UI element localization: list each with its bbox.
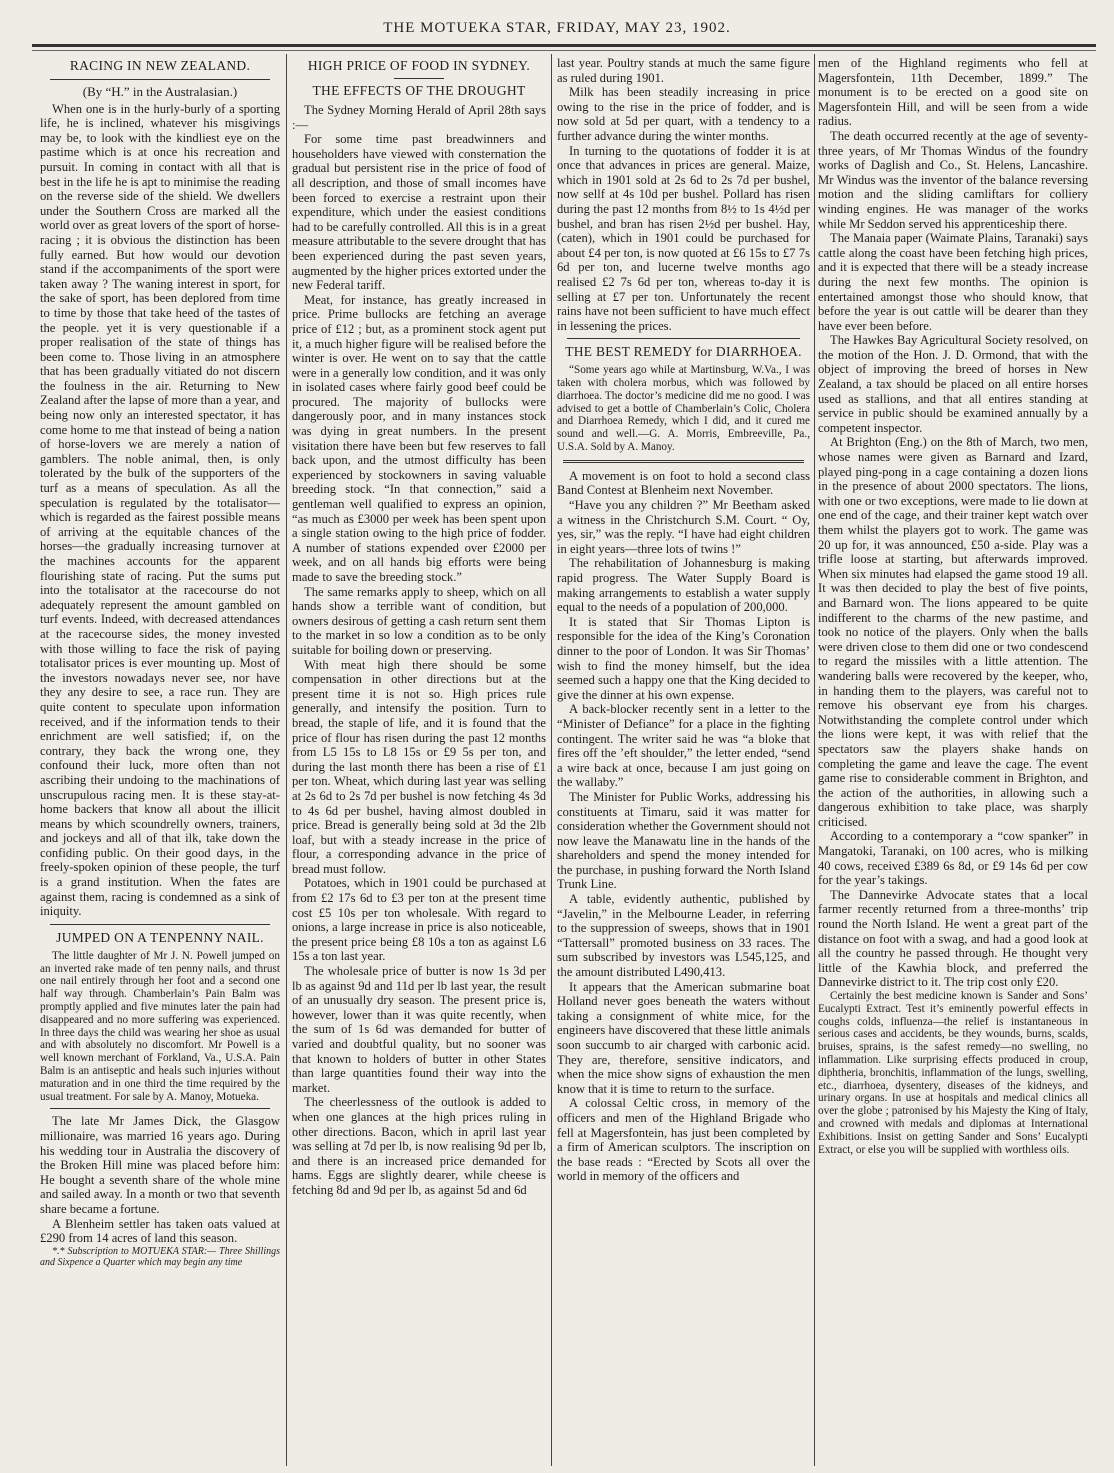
article-paragraph: The Manaia paper (Waimate Plains, Taranaki) says cattle along the coast have been fetching high prices, and it is expected that there will be a steady increase during the next few months. The opinion is entertained amongst those who should know, that before the year is out cattle will be dearer than they have ever been before. — [818, 231, 1088, 333]
advert-paragraph: Certainly the best medicine known is Sander and Sons’ Eucalypti Extract. Test it’s eminently powerful effects in coughs colds, influenza—the relief is instantaneous in serious cases and accidents, be they wounds, burns, scalds, bruises, sprains, is the safest remedy—no swelling, no inflammation. Like surprising effects produced in croup, diphtheria, bronchitis, inflammation of the lungs, swelling, etc., diarrhoea, dysentery, diseases of the kidneys, and urinary organs. In use at hospitals and medical clinics all over the globe ; patronised by his Majesty the King of Italy, and crowned with medals and diplomas at International Exhibitions. Insist on getting Sander and Sons’ Eucalypti Extract, or else you will be supplied with worthless oils. — [818, 990, 1088, 1156]
article-paragraph: A table, evidently authentic, published by “Javelin,” in the Melbourne Leader, in referring to the suppression of sweeps, shows that in 1901 “Tattersall” promoted business on 33 races. The sum subscribed by investors was L545,125, and the amount distributed L490,413. — [557, 892, 810, 980]
advert-paragraph: “Some years ago while at Martinsburg, W.Va., I was taken with cholera morbus, which was followed by diarrhoea. The doctor’s medicine did me no good. I was advised to get a bottle of Chamberlain’s Colic, Cholera and Diarrhoea Remedy, which I did, and it cured me sound and well.—G. A. Morris, Embreeville, Pa., U.S.A. Sold by A. Manoy. — [557, 364, 810, 454]
article-paragraph: The late Mr James Dick, the Glasgow millionaire, was married 16 years ago. During his wedding tour in Australia the discovery of the Broken Hill mine was placed before him: He bought a seventh share of the whole mine and sailed away. In a month or two that seventh share became a fortune. — [40, 1114, 280, 1216]
byline: (By “H.” in the Australasian.) — [82, 84, 238, 99]
headline-nail: JUMPED ON A TENPENNY NAIL. — [56, 929, 264, 945]
article-paragraph: Meat, for instance, has greatly increased in price. Prime bullocks are fetching an average price of £12 ; but, as a prominent stock agent put it, a much higher figure will be realised before the winter is over. He went on to say that the cattle were in a generally low condition, and it was only in isolated cases where fairly good beef could be procured. The majority of bullocks were dangerously poor, and in many instances stock was dying in great numbers. In the present visitation there have been but few reserves to fall back upon, and the utmost difficulty has been experienced by stockowners in saving valuable breeding stock. “In that connection,” said a gentleman well qualified to express an opinion, “as much as £3000 per week has been spent upon a single station owing to the high price of fodder. A number of stations expended over £2000 per week, and on all hands big efforts were being made to save the breeding stock.” — [292, 292, 546, 584]
article-paragraph: In turning to the quotations of fodder it is at once that advances in prices are general. Maize, which in 1901 sold at 2s 6d to 2s 7d per bushel, now sellf at 4s 10d per bushel. Pollard has risen during the past 12 months from 8½ to 1s 4½d per bushel, and bran has risen 2½d per bushel. Hay, (caten), which in 1901 could be purchased for about £4 per ton, is now quoted at £6 15s to £7 7s 6d per ton, and lucerne twelve months ago realised £2 7s 6d per ton, whereas to-day it is selling at £7 per ton. Unfortunately the recent rains have not been sufficient to have much effect in lessening the prices. — [557, 143, 810, 333]
column-divider — [551, 54, 552, 1466]
article-paragraph: A Blenheim settler has taken oats valued at £290 from 14 acres of land this season. — [40, 1216, 280, 1246]
article-paragraph: The wholesale price of butter is now 1s 3d per lb as against 9d and 11d per lb last year, the result of an unusually dry season. The present price is, however, lower than it was quite recently, when the sum of 1s 6d was demanded for butter of varied and doubtful quality, but no sooner was that known to holders of butter in other States than large quantities found their way into the market. — [292, 964, 546, 1095]
article-paragraph: The Hawkes Bay Agricultural Society resolved, on the motion of the Hon. J. D. Ormond, that with the object of improving the breed of horses in New Zealand, a tax should be placed on all entire horses used as stallions, and that all entires standing at service in public should be examined annually by a competent inspector. — [818, 333, 1088, 435]
column-divider — [286, 54, 287, 1466]
subscription-note: *.* Subscription to MOTUEKA STAR:— Three Shillings and Sixpence a Quarter which may begin any time — [40, 1245, 280, 1269]
article-paragraph: The rehabilitation of Johannesburg is making rapid progress. The Water Supply Board is making arrangements to establish a water supply equal to the needs of a population of 200,000. — [557, 556, 810, 615]
masthead-rule — [32, 44, 1096, 47]
article-paragraph: men of the Highland regiments who fell at Magersfontein, 11th December, 1899.” The monument is to be erected on a good site on Magersfontein Hill, and will be seen from a wide radius. — [818, 56, 1088, 129]
article-paragraph: At Brighton (Eng.) on the 8th of March, two men, whose names were given as Barnard and Izard, played ping-pong in a cage containing a dozen lions in the presence of about 2000 spectators. The lions, with one or two exceptions, were made to lie down at one end of the cage, and their trainer kept watch over them whilst the players got to work. The game was 20 up for, it was announced, £50 a-side. Play was a trifle loose at starting, but afterwards improved. When six minutes had elapsed the game stood 19 all. It was then decided to play the best of five points, and Barnard won. The lions appeared to be quite indifferent to the charms of the new pastime, and took no notice of the players. Only when the balls were driven close to them did one or two condescend to regard the missiles with a little attention. The wandering balls were recovered by the keeper, who, in handing them to the players, was careful not to remove his observant eye from his charges. Notwithstanding the complete control under which the lions were kept, it was with relief that the spectators saw the players shake hands on completing the game and leave the cage. The event game rise to considerable comment in Brighton, and the action of the authorities, in allowing such a dangerous exhibition to take place, was sharply criticised. — [818, 435, 1088, 829]
article-paragraph: Milk has been steadily increasing in price owing to the rise in the price of fodder, and is now sold at 5d per quart, with a tendency to a further advance during the winter months. — [557, 85, 810, 143]
headline-racing: RACING IN NEW ZEALAND. — [69, 58, 251, 73]
article-paragraph: “Have you any children ?” Mr Beetham asked a witness in the Christchurch S.M. Court. “ Oy, yes, sir,” was the reply. “I have had eight children in eight years—three lots of twins !” — [557, 498, 810, 556]
column-divider — [814, 54, 815, 1466]
article-paragraph: According to a contemporary a “cow spanker” in Mangatoki, Taranaki, on 100 acres, who is milking 40 cows, received £389 6s 8d, or £9 14s 6d per cow for the year’s takings. — [818, 829, 1088, 888]
article-paragraph: Potatoes, which in 1901 could be purchased at from £2 17s 6d to £3 per ton at the present time cost £5 10s per ton wholesale. With regard to onions, a large increase in price is also noticeable, the present price being £8 10s a ton as against L6 15s a ton last year. — [292, 876, 546, 964]
masthead: THE MOTUEKA STAR, FRIDAY, MAY 23, 1902. — [383, 20, 731, 36]
article-paragraph: last year. Poultry stands at much the same figure as ruled during 1901. — [557, 56, 810, 85]
masthead-rule-thin — [32, 50, 1096, 51]
headline-drought: THE EFFECTS OF THE DROUGHT — [312, 83, 526, 98]
headline-remedy: THE BEST REMEDY for DIARRHOEA. — [565, 344, 802, 360]
article-paragraph: It is stated that Sir Thomas Lipton is responsible for the idea of the King’s Coronation dinner to the poor of London. It was Sir Thomas’ wish to find the money himself, but the idea seemed such a happy one that the King decided to give the dinner at his own expense. — [557, 614, 810, 702]
article-paragraph: The same remarks apply to sheep, which on all hands show a terrible want of condition, but owners desirous of getting a cash return sent them to the market in so low a condition as to be only suitable for boiling down or preserving. — [292, 584, 546, 657]
article-paragraph: A movement is on foot to hold a second class Band Contest at Blenheim next November. — [557, 468, 810, 498]
article-paragraph: For some time past breadwinners and householders have viewed with consternation the gradual but persistent rise in the price of food of all description, and those of small incomes have been forced to exercise a restraint upon their expenditure, which under the easiest conditions had to be carefully controlled. All this is in a great measure attributable to the severe drought that has been experienced during the past seven years, augmented by the higher prices extorted under the new Federal tariff. — [292, 132, 546, 293]
article-paragraph: A colossal Celtic cross, in memory of the officers and men of the Highland Brigade who fell at Magersfontein, has just been completed by a firm of American sculptors. The inscription on the base reads : “Erected by Scots all over the world in memory of the officers and — [557, 1096, 810, 1184]
column-1 — [40, 56, 280, 1466]
article-paragraph: The Minister for Public Works, addressing his constituents at Timaru, said it was matter for consideration whether the Government should not now leave the Manawatu line in the hands of the shareholders and spend the money intended for the purchase, in pushing forward the North Island Trunk Line. — [557, 789, 810, 892]
advert-paragraph: The little daughter of Mr J. N. Powell jumped on an inverted rake made of ten penny nails, and thrust one nail entirely through her foot and a second one half way through. Chamberlain’s Pain Balm was promptly applied and five minutes later the pain had disappeared and no more suffering was experienced. In three days the child was wearing her shoe as usual and with absolutely no discomfort. Mr Powell is a well known merchant of Forkland, Va., U.S.A. Pain Balm is an antiseptic and heals such injuries without maturation and in one third the time required by the usual treatment. For sale by A. Manoy, Motueka. — [40, 949, 280, 1103]
separator — [50, 79, 270, 80]
article-paragraph: The Dannevirke Advocate states that a local farmer recently returned from a three-months’ trip round the North Island. He went a great part of the distance on foot with a swag, and had a good look at all the country he passed through. He thought very little of the Kawhia block, and preferred the Dannevirke district to it. The trip cost only £20. — [818, 887, 1088, 990]
separator — [50, 1108, 270, 1109]
article-paragraph: It appears that the American submarine boat Holland never goes beneath the waters without taking a consignment of white mice, for the engineers have discovered that these little animals soon succumb to air charged with carbonic acid. They are, therefore, sensitive indicators, and when the mice show signs of exhaustion the men know that it is time to return to the surface. — [557, 979, 810, 1096]
article-paragraph: The Sydney Morning Herald of April 28th says :— — [292, 103, 546, 132]
separator — [50, 924, 270, 925]
article-paragraph: The death occurred recently at the age of seventy-three years, of Mr Thomas Windus of the foundry works of Daglish and Co., St. Helens, Lancashire. Mr Windus was the inventor of the balance reversing motion and the sliding camliftars for colliery winding engines. He was manager of the works while Mr Seddon served his apprenticeship there. — [818, 128, 1088, 231]
article-paragraph: A back-blocker recently sent in a letter to the “Minister of Defiance” for a place in the fighting contingent. The writer said he was “a bloke that fires off the ’eft shoulder,” the letter ended, “send a wire back at once, because I am just going on the wallaby.” — [557, 702, 810, 790]
separator — [394, 78, 444, 79]
column-2 — [292, 56, 546, 1466]
article-paragraph: With meat high there should be some compensation in other directions but at the present time it is not so. High prices rule generally, and intensify the position. Turn to bread, the staple of life, and it is found that the price of flour has risen during the past 12 months from L5 15s to L8 15s or £9 5s per ton, and during the last month there has been a rise of £1 per ton. Wheat, which during last year was selling at 2s 6d to 2s 7d per bushel is now fetching 4s 3d to 4s 6d per bushel, having almost doubled in price. Bread is generally being sold at 3d the 2lb loaf, but with a steady increase in the price of flour, a corresponding advance in the price of bread must follow. — [292, 657, 546, 876]
separator — [563, 460, 804, 463]
article-paragraph: When one is in the hurly-burly of a sporting life, he is inclined, whatever his misgivings may be, to look with the kindliest eye on the pastime which is at once his recreation and pursuit. In coming in contact with all that is best in the life he is apt to minimise the reading on the reverse side of the shield. We dwellers under the Southern Cross are marked all the world over as great lovers of the sport of horse-racing ; it is obvious the distinction has been fully earned. But how would our devotion stand if the accompaniments of the sport were taken away ? The waning interest in sport, for the sake of sport, has been deplored from time to time by those that take heed of the tastes of the people. yet it is very questionable if a proper realisation of the state of things has been come to. Those living in an atmosphere that has been gradually vitiated do not discern the foulness in the air. Returning to New Zealand after the lapse of more than a year, and being now only an interested spectator, it has come home to me that instead of being a nation of horse-lovers we are merely a nation of gamblers. The noble animal, then, is only tolerated by the bulk of the supporters of the turf as a means of speculation. As all the speculation is regulated by the totalisator—which is regarded as the fairest possible means of arriving at the equitable chances of the horses—the gradually increasing turnover at the machines accounts for the apparent flourishing state of racing. Put the sums put into the totalisator at the racecourse do not adequately represent the amount gambled on turf events. Indeed, with decreased attendances at the racecourse sides, the money invested with those willing to face the risk of paying totalisator prices is ever mounting up. Most of the investors nowadays never see, nor have they any desire to see, a race run. They are quite content to speculate upon information received, and if the information tends to their enrichment are well satisfied; if, on the contrary, they back the wrong one, they confound their luck, more often than not ascribing their undoing to the machinations of unscrupulous racing men. It is these stay-at-home backers that know all about the illicit means by which scoundrelly owners, trainers, and jockeys and all of that ilk, take down the confiding public. On their good days, in the freely-spoken opinion of these people, the turf is a grand institution. When the fates are against them, racing is condemned as a sink of iniquity. — [40, 101, 280, 919]
article-paragraph: The cheerlessness of the outlook is added to when one glances at the high prices ruling in other directions. Bacon, which in april last year was selling at 7d per lb, is now realising 9d per lb, and there is an increased price demanded for hams. Eggs are slightly dearer, while cheese is fetching 8d and 9d per lb, as against 5d and 6d — [292, 1095, 546, 1197]
separator — [567, 338, 800, 339]
column-4 — [818, 56, 1088, 1466]
headline-food: HIGH PRICE OF FOOD IN SYDNEY. — [307, 58, 531, 73]
column-3 — [557, 56, 810, 1466]
